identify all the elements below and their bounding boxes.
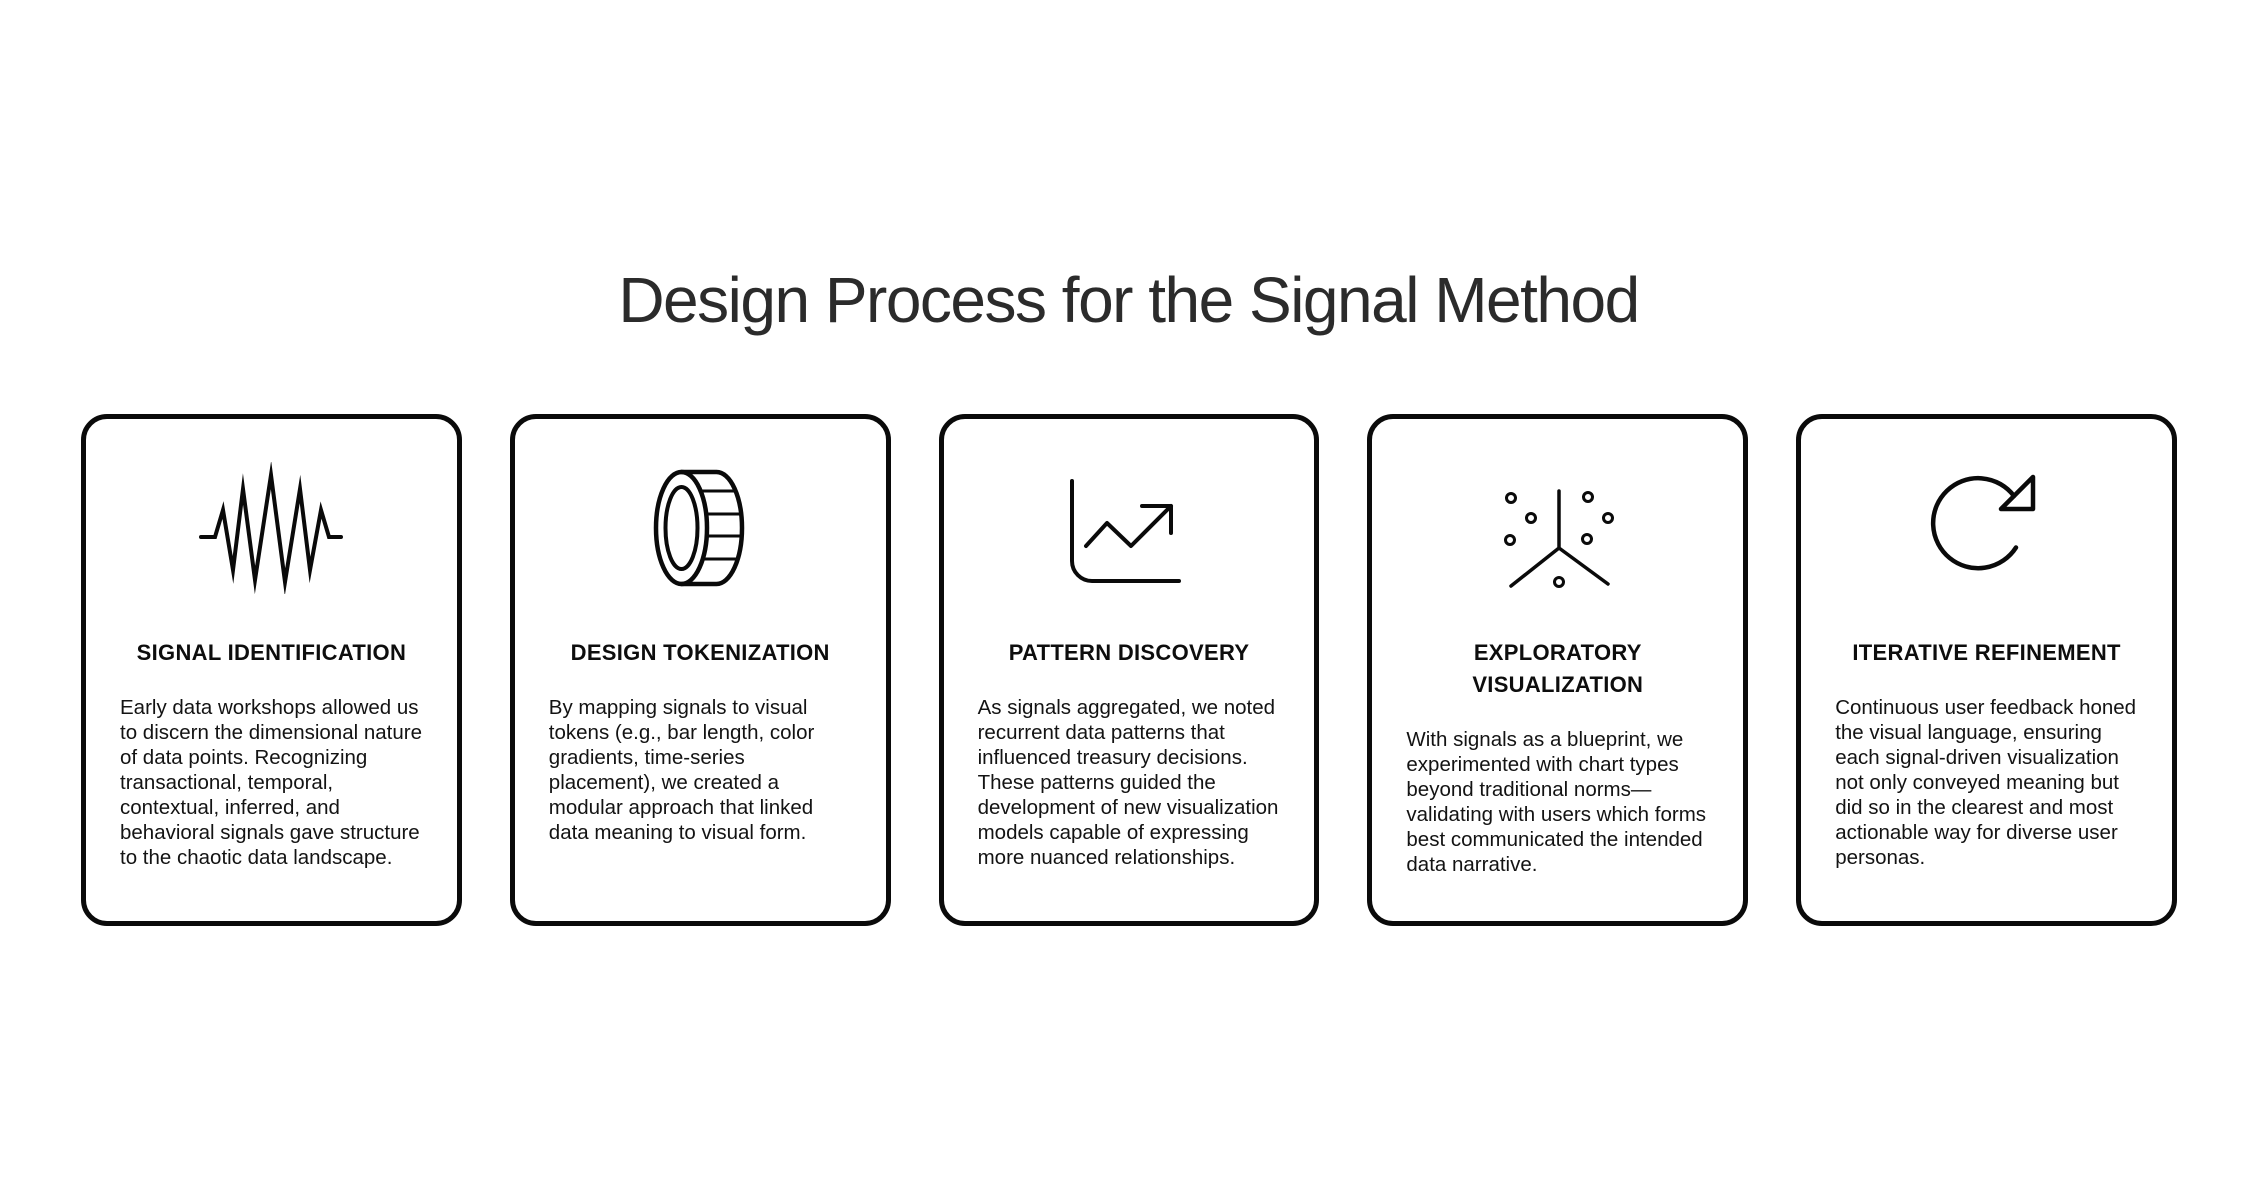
card-icon-box (1835, 459, 2138, 597)
card-title: EXPLORATORY VISUALIZATION (1472, 640, 1644, 697)
scatter-3d-axes-icon (1493, 461, 1623, 596)
card-body: As signals aggregated, we noted recurrent data patterns that influenced treasury decisions. These patterns guided the development of new visualization models capable of expressing more nuanced relationships. (977, 696, 1279, 869)
card-icon-box (549, 459, 852, 597)
process-cards-row (81, 414, 2177, 926)
card-body: Early data workshops allowed us to discern the dimensional nature of data points. Recognizing transactional, temporal, contextual, inferred, and behavioral signals gave structure to the chaotic data landscape. (120, 696, 422, 869)
coin-icon (640, 459, 760, 597)
card-exploratory-visualization (1367, 414, 1748, 926)
card-icon-box (1406, 459, 1709, 597)
card-title: DESIGN TOKENIZATION (570, 640, 830, 665)
card-title: ITERATIVE REFINEMENT (1852, 640, 2121, 665)
card-pattern-discovery (939, 414, 1320, 926)
waveform-icon (193, 462, 349, 594)
trending-up-chart-icon (1069, 463, 1189, 593)
card-icon-box (120, 459, 423, 597)
card-body: By mapping signals to visual tokens (e.g., bar length, color gradients, time-series placement), we created a modular approach that linked data meaning to visual form. (548, 696, 815, 844)
card-title: SIGNAL IDENTIFICATION (136, 640, 407, 665)
card-iterative-refinement (1796, 414, 2177, 926)
card-body: Continuous user feedback honed the visual language, ensuring each signal-driven visualization not only conveyed meaning but did so in the clearest and most actionable way for diverse user personas. (1835, 696, 2137, 869)
card-title: PATTERN DISCOVERY (1008, 640, 1250, 665)
redo-circle-icon (1927, 468, 2047, 588)
card-icon-box (978, 459, 1281, 597)
card-body: With signals as a blueprint, we experimented with chart types beyond traditional norms—validating with users which forms best communicated the intended data narrative. (1406, 728, 1707, 876)
page-title: Design Process for the Signal Method (618, 264, 1639, 336)
card-design-tokenization (510, 414, 891, 926)
card-signal-identification (81, 414, 462, 926)
